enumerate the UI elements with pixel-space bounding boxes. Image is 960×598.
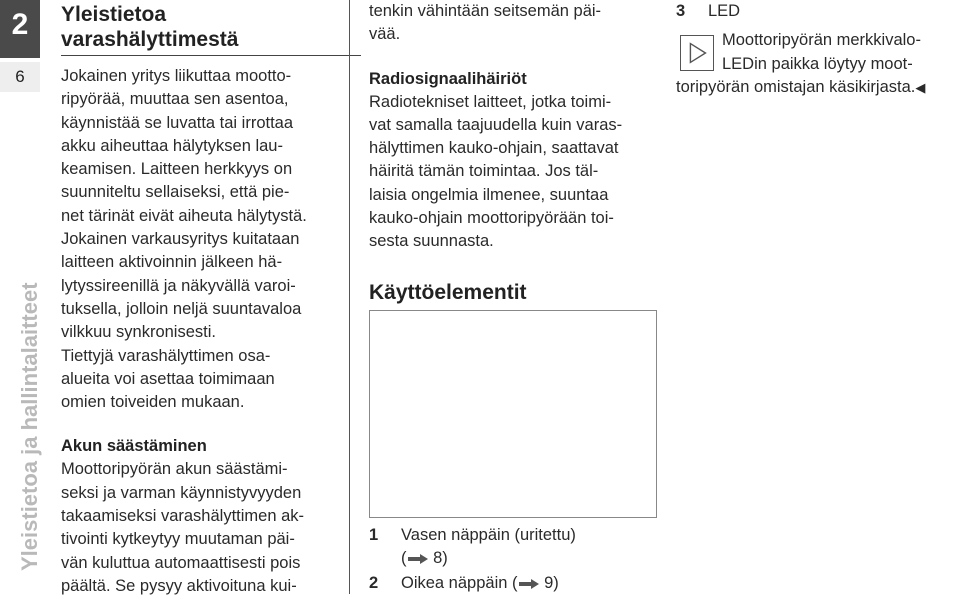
controls-heading: Käyttöelementit (369, 280, 527, 304)
page-reference-arrow-icon (407, 553, 429, 565)
page-reference-arrow-icon (518, 578, 540, 590)
section-title (61, 2, 351, 52)
text-line: vilkkuu synkronisesti. (61, 323, 216, 342)
intro-paragraph (61, 65, 351, 414)
column-3 (676, 0, 960, 99)
column-divider (349, 0, 350, 594)
text-line: häiritä tämän toimintaa. Jos täl- (369, 162, 599, 181)
legend-text: Vasen näppäin (uritettu) (401, 526, 576, 544)
text-line: hälyttimen kauko-ohjain, saattavat (369, 139, 619, 158)
text-line: kauko-ohjain moottoripyörään toi- (369, 209, 614, 228)
legend-item-3 (676, 0, 960, 23)
text-line: laisia ongelmia ilmenee, suuntaa (369, 185, 609, 204)
text-line: vat samalla taajuudella kuin varas- (369, 115, 623, 134)
legend-number: 1 (369, 526, 379, 544)
note-line: Moottoripyörän merkkivalo- (722, 31, 921, 50)
legend-ref: 9) (544, 574, 559, 592)
legend-ref: 8) (433, 549, 448, 567)
text-line: akku aiheuttaa hälytyksen lau- (61, 136, 283, 155)
text-line: seksi ja varman käynnistyvyyden (61, 483, 302, 502)
text-line: päältä. Se pysyy aktivoituna kui- (61, 576, 297, 595)
note-line (676, 76, 960, 99)
text-line: tenkin vähintään seitsemän päi- (369, 2, 602, 20)
note-play-icon (680, 35, 714, 71)
text-line: alueita voi asettaa toimimaan (61, 369, 275, 388)
text-line: omien toiveiden mukaan. (61, 393, 245, 412)
controls-image-placeholder (369, 310, 657, 518)
column-1 (61, 0, 351, 598)
title-line-2: varashälyttimestä (61, 28, 239, 51)
side-tab (0, 92, 40, 594)
side-label: Yleistietoa ja hallintalaitteet (17, 282, 42, 571)
text-line: Jokainen yritys liikuttaa moottо- (61, 67, 292, 85)
text-line: vän kuluttua automaattisesti pois (61, 553, 301, 572)
text-line: tuksella, jolloin neljä suuntavaloa (61, 299, 302, 318)
page-number: 6 (0, 62, 40, 92)
legend-item-2 (369, 572, 659, 595)
text-line: net tärinät eivät aiheuta hälytystä. (61, 206, 307, 225)
note-line-text: toripyörän omistajan käsikirjasta. (676, 77, 916, 96)
text-line: suunniteltu sellaiseksi, että pie- (61, 183, 290, 202)
ref-paren: ( (401, 549, 407, 567)
note-line: LEDin paikka löytyy moot- (722, 54, 913, 73)
legend-number: 2 (369, 574, 379, 592)
title-line-1: Yleistietoa (61, 3, 167, 26)
text-line: lytyssireenillä ja näkyvällä varoi- (61, 276, 296, 295)
text-line: takaamiseksi varashälyttimen ak- (61, 507, 305, 526)
text-line: vää. (369, 25, 401, 44)
title-divider (61, 55, 361, 56)
text-line: Moottoripyörän akun säästämi- (61, 460, 288, 479)
legend-number: 3 (676, 2, 686, 20)
text-line: ripyörää, muuttaa sen asentoa, (61, 90, 289, 109)
legend-text: Oikea näppäin ( (401, 574, 518, 592)
radio-subheading: Radiosignaalihäiriöt (369, 69, 527, 88)
text-line: laitteen aktivoinnin jälkeen hä- (61, 253, 283, 272)
text-line: sesta suunnasta. (369, 232, 494, 251)
legend-item-1 (369, 524, 659, 570)
continued-paragraph (369, 0, 659, 47)
legend-text: LED (708, 2, 741, 20)
text-line: Jokainen varkausyritys kuitataan (61, 230, 300, 249)
text-line: Radiotekniset laitteet, jotka toimi- (369, 92, 612, 111)
battery-paragraph (61, 458, 351, 598)
text-line: Tiettyjä varashälyttimen osa- (61, 346, 271, 365)
text-line: keamisen. Laitteen herkkyys on (61, 160, 293, 179)
text-line: käynnistää se luvatta tai irrottaa (61, 113, 294, 132)
chapter-number: 2 (0, 0, 40, 58)
column-2 (369, 0, 659, 305)
end-marker-icon: ◀ (915, 79, 926, 95)
note-block (676, 29, 960, 99)
text-line: tivointi kytkeytyy muutaman päi- (61, 530, 295, 549)
radio-paragraph (369, 91, 659, 254)
battery-subheading: Akun säästäminen (61, 437, 207, 456)
